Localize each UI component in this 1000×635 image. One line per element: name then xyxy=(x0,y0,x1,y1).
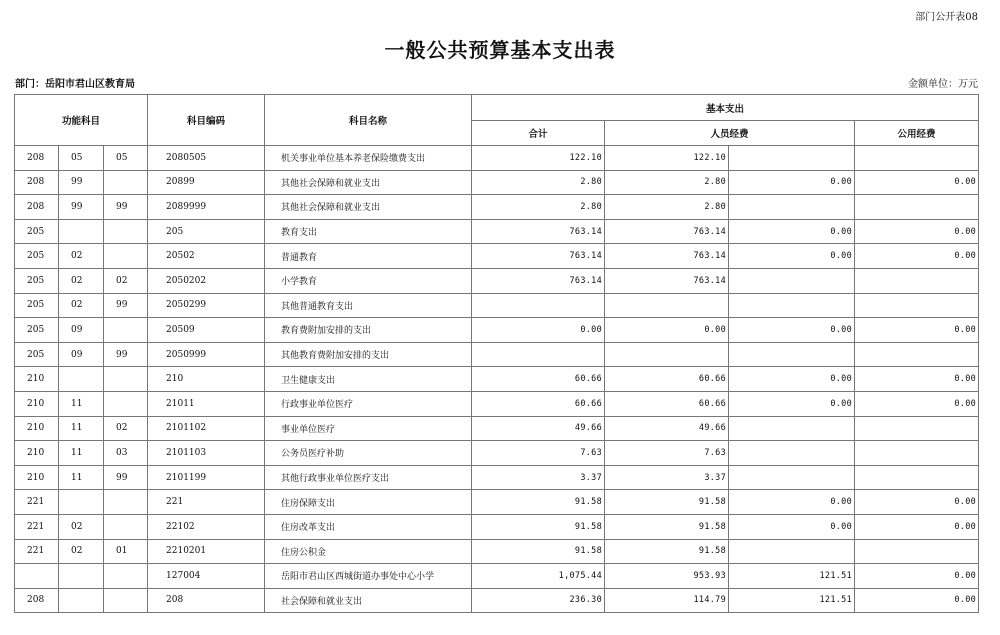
total-amount-cell: 7.63 xyxy=(472,441,605,466)
public-amount-cell: 0.00 xyxy=(855,490,979,515)
table-row xyxy=(15,244,979,269)
func-section-cell: 02 xyxy=(59,514,104,539)
func-section-cell: 09 xyxy=(59,342,104,367)
func-class-cell: 208 xyxy=(15,195,59,220)
func-item-cell xyxy=(104,219,148,244)
func-section-cell: 99 xyxy=(59,195,104,220)
func-item-cell xyxy=(104,564,148,589)
personnel-amount-cell: 49.66 xyxy=(605,416,729,441)
total-amount-cell: 60.66 xyxy=(472,391,605,416)
total-amount-cell: 91.58 xyxy=(472,539,605,564)
total-amount-cell: 91.58 xyxy=(472,490,605,515)
func-class-cell: 210 xyxy=(15,465,59,490)
table-row xyxy=(15,416,979,441)
other-amount-cell xyxy=(729,195,855,220)
subject-name-cell: 行政事业单位医疗 xyxy=(265,391,472,416)
personnel-amount-cell xyxy=(605,342,729,367)
public-amount-cell xyxy=(855,195,979,220)
table-row xyxy=(15,391,979,416)
func-item-cell: 01 xyxy=(104,539,148,564)
other-amount-cell xyxy=(729,146,855,171)
func-item-cell: 02 xyxy=(104,268,148,293)
func-class-cell: 205 xyxy=(15,318,59,343)
subject-code-cell: 221 xyxy=(148,490,265,515)
personnel-amount-cell: 91.58 xyxy=(605,514,729,539)
subject-name-cell: 教育费附加安排的支出 xyxy=(265,318,472,343)
personnel-amount-cell: 953.93 xyxy=(605,564,729,589)
form-number-label: 部门公开表08 xyxy=(915,12,978,23)
subject-name-cell: 卫生健康支出 xyxy=(265,367,472,392)
header-total: 合计 xyxy=(472,121,605,146)
other-amount-cell: 121.51 xyxy=(729,564,855,589)
subject-code-cell: 210 xyxy=(148,367,265,392)
total-amount-cell: 49.66 xyxy=(472,416,605,441)
func-item-cell xyxy=(104,244,148,269)
func-class-cell: 205 xyxy=(15,244,59,269)
func-section-cell: 05 xyxy=(59,146,104,171)
subject-name-cell: 机关事业单位基本养老保险缴费支出 xyxy=(265,146,472,171)
func-class-cell: 208 xyxy=(15,588,59,613)
func-class-cell: 210 xyxy=(15,367,59,392)
personnel-amount-cell: 91.58 xyxy=(605,539,729,564)
other-amount-cell: 0.00 xyxy=(729,391,855,416)
subject-code-cell: 20509 xyxy=(148,318,265,343)
func-section-cell: 11 xyxy=(59,391,104,416)
other-amount-cell xyxy=(729,416,855,441)
other-amount-cell xyxy=(729,441,855,466)
personnel-amount-cell: 122.10 xyxy=(605,146,729,171)
func-class-cell: 208 xyxy=(15,170,59,195)
other-amount-cell: 0.00 xyxy=(729,219,855,244)
public-amount-cell xyxy=(855,146,979,171)
subject-code-cell: 2050299 xyxy=(148,293,265,318)
subject-code-cell: 127004 xyxy=(148,564,265,589)
table-row xyxy=(15,441,979,466)
subject-code-cell: 208 xyxy=(148,588,265,613)
public-amount-cell: 0.00 xyxy=(855,564,979,589)
func-section-cell: 11 xyxy=(59,416,104,441)
func-item-cell xyxy=(104,318,148,343)
table-row xyxy=(15,588,979,613)
subject-name-cell: 住房保障支出 xyxy=(265,490,472,515)
subject-code-cell: 2050999 xyxy=(148,342,265,367)
total-amount-cell xyxy=(472,293,605,318)
table-row xyxy=(15,539,979,564)
subject-name-cell: 教育支出 xyxy=(265,219,472,244)
other-amount-cell xyxy=(729,539,855,564)
total-amount-cell: 2.80 xyxy=(472,170,605,195)
public-amount-cell: 0.00 xyxy=(855,514,979,539)
subject-code-cell: 20502 xyxy=(148,244,265,269)
total-amount-cell: 2.80 xyxy=(472,195,605,220)
func-class-cell: 210 xyxy=(15,391,59,416)
func-class-cell: 210 xyxy=(15,416,59,441)
personnel-amount-cell: 114.79 xyxy=(605,588,729,613)
public-amount-cell: 0.00 xyxy=(855,244,979,269)
table-row xyxy=(15,219,979,244)
table-row xyxy=(15,514,979,539)
func-section-cell: 09 xyxy=(59,318,104,343)
subject-code-cell: 2101103 xyxy=(148,441,265,466)
public-amount-cell xyxy=(855,539,979,564)
subject-name-cell: 住房改革支出 xyxy=(265,514,472,539)
func-section-cell: 02 xyxy=(59,244,104,269)
func-section-cell xyxy=(59,367,104,392)
department-label: 部门：岳阳市君山区教育局 xyxy=(15,79,135,90)
personnel-amount-cell: 763.14 xyxy=(605,219,729,244)
func-item-cell: 99 xyxy=(104,465,148,490)
total-amount-cell: 236.30 xyxy=(472,588,605,613)
personnel-amount-cell: 763.14 xyxy=(605,268,729,293)
subject-code-cell: 2101102 xyxy=(148,416,265,441)
func-item-cell: 99 xyxy=(104,195,148,220)
total-amount-cell: 122.10 xyxy=(472,146,605,171)
other-amount-cell: 0.00 xyxy=(729,514,855,539)
other-amount-cell xyxy=(729,268,855,293)
budget-table xyxy=(14,94,979,613)
subject-name-cell: 事业单位医疗 xyxy=(265,416,472,441)
func-section-cell xyxy=(59,219,104,244)
subject-code-cell: 20899 xyxy=(148,170,265,195)
public-amount-cell: 0.00 xyxy=(855,367,979,392)
total-amount-cell: 1,075.44 xyxy=(472,564,605,589)
func-class-cell: 205 xyxy=(15,342,59,367)
table-row xyxy=(15,268,979,293)
other-amount-cell xyxy=(729,465,855,490)
func-section-cell: 02 xyxy=(59,539,104,564)
subject-name-cell: 住房公积金 xyxy=(265,539,472,564)
public-amount-cell xyxy=(855,416,979,441)
table-row xyxy=(15,318,979,343)
personnel-amount-cell: 0.00 xyxy=(605,318,729,343)
table-row xyxy=(15,342,979,367)
subject-code-cell: 22102 xyxy=(148,514,265,539)
total-amount-cell: 91.58 xyxy=(472,514,605,539)
table-row xyxy=(15,490,979,515)
page-title: 一般公共预算基本支出表 xyxy=(384,38,616,62)
public-amount-cell xyxy=(855,441,979,466)
func-item-cell xyxy=(104,367,148,392)
public-amount-cell xyxy=(855,268,979,293)
subject-code-cell: 2050202 xyxy=(148,268,265,293)
total-amount-cell xyxy=(472,342,605,367)
func-class-cell: 205 xyxy=(15,268,59,293)
public-amount-cell xyxy=(855,342,979,367)
header-func-subject: 功能科目 xyxy=(15,95,148,146)
subject-code-cell: 2089999 xyxy=(148,195,265,220)
func-item-cell: 99 xyxy=(104,293,148,318)
subject-code-cell: 205 xyxy=(148,219,265,244)
total-amount-cell: 763.14 xyxy=(472,268,605,293)
personnel-amount-cell: 763.14 xyxy=(605,244,729,269)
func-section-cell xyxy=(59,564,104,589)
other-amount-cell: 0.00 xyxy=(729,170,855,195)
func-section-cell xyxy=(59,490,104,515)
subject-code-cell: 2080505 xyxy=(148,146,265,171)
personnel-amount-cell xyxy=(605,293,729,318)
personnel-amount-cell: 60.66 xyxy=(605,367,729,392)
total-amount-cell: 0.00 xyxy=(472,318,605,343)
func-item-cell xyxy=(104,490,148,515)
header-subject-code: 科目编码 xyxy=(148,95,265,146)
subject-code-cell: 21011 xyxy=(148,391,265,416)
table-row xyxy=(15,170,979,195)
other-amount-cell: 0.00 xyxy=(729,367,855,392)
header-basic-expenditure: 基本支出 xyxy=(472,95,979,121)
personnel-amount-cell: 3.37 xyxy=(605,465,729,490)
total-amount-cell: 763.14 xyxy=(472,244,605,269)
public-amount-cell: 0.00 xyxy=(855,391,979,416)
public-amount-cell: 0.00 xyxy=(855,219,979,244)
subject-name-cell: 其他普通教育支出 xyxy=(265,293,472,318)
subject-name-cell: 其他社会保障和就业支出 xyxy=(265,195,472,220)
func-item-cell xyxy=(104,588,148,613)
header-public: 公用经费 xyxy=(855,121,979,146)
subject-name-cell: 其他教育费附加安排的支出 xyxy=(265,342,472,367)
other-amount-cell: 121.51 xyxy=(729,588,855,613)
subject-name-cell: 岳阳市君山区西城街道办事处中心小学 xyxy=(265,564,472,589)
func-class-cell: 221 xyxy=(15,514,59,539)
public-amount-cell xyxy=(855,293,979,318)
func-item-cell: 05 xyxy=(104,146,148,171)
func-class-cell: 221 xyxy=(15,539,59,564)
other-amount-cell: 0.00 xyxy=(729,318,855,343)
public-amount-cell: 0.00 xyxy=(855,170,979,195)
subject-name-cell: 公务员医疗补助 xyxy=(265,441,472,466)
other-amount-cell: 0.00 xyxy=(729,244,855,269)
subject-name-cell: 小学教育 xyxy=(265,268,472,293)
func-section-cell: 02 xyxy=(59,293,104,318)
func-section-cell: 02 xyxy=(59,268,104,293)
func-item-cell: 03 xyxy=(104,441,148,466)
func-section-cell: 99 xyxy=(59,170,104,195)
subject-name-cell: 其他行政事业单位医疗支出 xyxy=(265,465,472,490)
func-class-cell: 205 xyxy=(15,219,59,244)
func-class-cell: 210 xyxy=(15,441,59,466)
personnel-amount-cell: 91.58 xyxy=(605,490,729,515)
table-row xyxy=(15,465,979,490)
func-class-cell: 221 xyxy=(15,490,59,515)
total-amount-cell: 60.66 xyxy=(472,367,605,392)
func-item-cell: 99 xyxy=(104,342,148,367)
func-class-cell: 208 xyxy=(15,146,59,171)
table-row xyxy=(15,564,979,589)
subject-name-cell: 其他社会保障和就业支出 xyxy=(265,170,472,195)
func-class-cell xyxy=(15,564,59,589)
func-item-cell xyxy=(104,514,148,539)
func-item-cell: 02 xyxy=(104,416,148,441)
personnel-amount-cell: 60.66 xyxy=(605,391,729,416)
table-row xyxy=(15,367,979,392)
other-amount-cell: 0.00 xyxy=(729,490,855,515)
func-item-cell xyxy=(104,391,148,416)
public-amount-cell: 0.00 xyxy=(855,588,979,613)
func-section-cell xyxy=(59,588,104,613)
table-row xyxy=(15,293,979,318)
subject-code-cell: 2210201 xyxy=(148,539,265,564)
table-row xyxy=(15,146,979,171)
total-amount-cell: 3.37 xyxy=(472,465,605,490)
personnel-amount-cell: 2.80 xyxy=(605,195,729,220)
subject-code-cell: 2101199 xyxy=(148,465,265,490)
func-item-cell xyxy=(104,170,148,195)
header-personnel: 人员经费 xyxy=(605,121,855,146)
other-amount-cell xyxy=(729,342,855,367)
public-amount-cell: 0.00 xyxy=(855,318,979,343)
personnel-amount-cell: 2.80 xyxy=(605,170,729,195)
unit-label: 金额单位：万元 xyxy=(908,79,978,90)
total-amount-cell: 763.14 xyxy=(472,219,605,244)
func-section-cell: 11 xyxy=(59,441,104,466)
header-subject-name: 科目名称 xyxy=(265,95,472,146)
func-section-cell: 11 xyxy=(59,465,104,490)
other-amount-cell xyxy=(729,293,855,318)
subject-name-cell: 普通教育 xyxy=(265,244,472,269)
public-amount-cell xyxy=(855,465,979,490)
subject-name-cell: 社会保障和就业支出 xyxy=(265,588,472,613)
table-row xyxy=(15,195,979,220)
func-class-cell: 205 xyxy=(15,293,59,318)
personnel-amount-cell: 7.63 xyxy=(605,441,729,466)
